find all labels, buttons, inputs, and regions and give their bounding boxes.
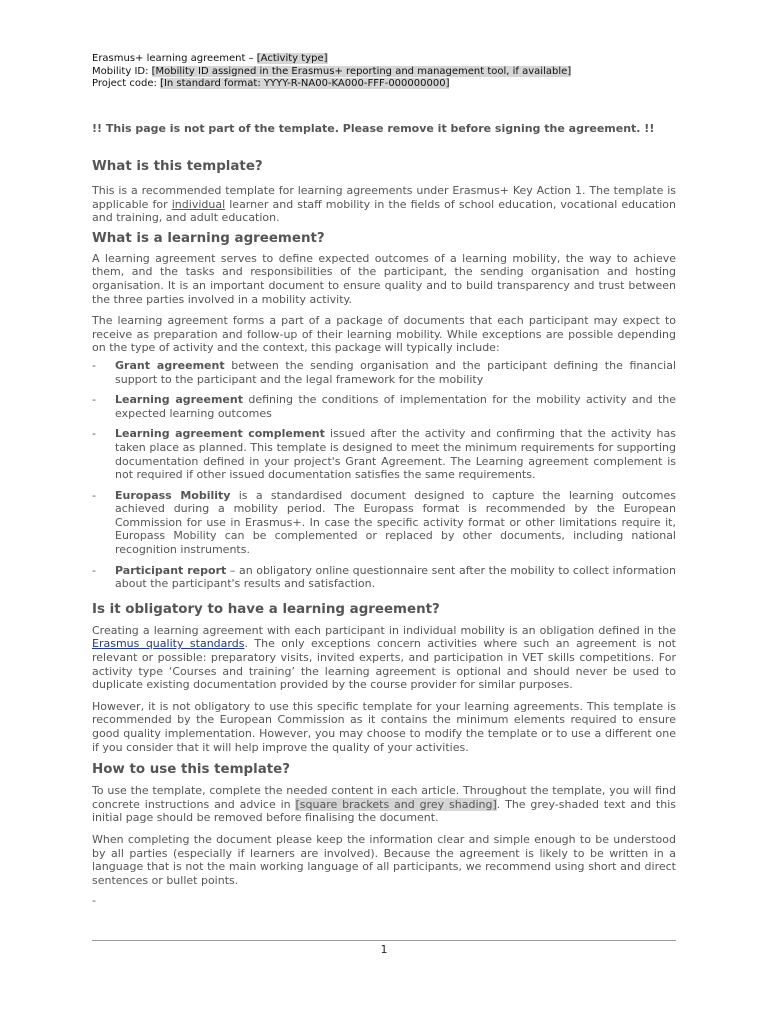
document-body <box>92 120 676 907</box>
obligation-text-part-a: Creating a learning agreement with each participant in individual mobility is an obligation defined in the <box>92 623 676 637</box>
dash-bullet: - <box>92 427 96 441</box>
list-item-text: between the sending organisation and the participant defining the financial support to the participant and the legal framework for the mobility <box>115 358 677 386</box>
header-project-line <box>92 78 571 91</box>
paragraph-la-purpose: A learning agreement serves to define expected outcomes of a learning mobility, the way to achieve them, and the tasks and responsibilities of the participant, the sending organisation and hosting organisation. It is an important document to ensure quality and to build transparency and trust between the three parties involved in a mobility activity. <box>92 251 676 306</box>
list-item <box>92 427 676 481</box>
list-item-text: is a standardised document designed to capture the learning outcomes achieved during a mobility period. The Europass format is recommended by the European Commission for use in Erasmus+. In case the specific activity format or other limitations require it, Europass Mobility can be complemented or replaced by other documents, including national recognition instruments. <box>115 488 676 557</box>
paragraph-template-not-obligatory: However, it is not obligatory to use this specific template for your learning agreements. This template is recommended by the European Commission as it contains the minimum elements required to ensure good quality implementation. However, you may choose to modify the template or to use a different one if you consider that it will help improve the quality of your activities. <box>92 699 676 754</box>
obligation-text-part-b: . The only exceptions concern activities where such an agreement is not relevant or possible: preparatory visits, invited experts, and participation in VET skills competitions. For activity type ‘Courses and training’ the learning agreement is optional and should never be used to duplicate existing documentation provided by the course provider for similar purposes. <box>92 637 676 692</box>
paragraph-la-package: The learning agreement forms a part of a package of documents that each participant may expect to receive as preparation and follow-up of their learning mobility. While exceptions are possible depending on the type of activity and the context, this package will typically include: <box>92 314 676 355</box>
heading-is-it-obligatory: Is it obligatory to have a learning agreement? <box>92 601 440 617</box>
list-item-term: Grant agreement <box>115 358 225 372</box>
list-item-text: defining the conditions of implementation for the mobility activity and the expected learning outcomes <box>115 393 676 420</box>
list-item-text: issued after the activity and confirming that the activity has taken place as planned. This template is designed to meet the minimum requirements for supporting documentation defined in your project's Grant Agreement. The Learning agreement complement is not required if other issued documentation satisfies the same requirements. <box>115 427 676 482</box>
list-item-text: – an obligatory online questionnaire sent after the mobility to collect information about the participant's results and satisfaction. <box>115 563 677 591</box>
paragraph-obligation <box>92 624 676 692</box>
paragraph-template-description <box>92 184 676 225</box>
list-item <box>92 489 676 557</box>
erasmus-quality-standards-link[interactable]: Erasmus quality standards <box>92 637 245 651</box>
howto-text-part-b: . The grey-shaded text and this initial page should be removed before finalising the document. <box>92 797 676 825</box>
paragraph-how-to-use <box>92 784 676 825</box>
removal-warning: !! This page is not part of the template. Please remove it before signing the agreement. !! <box>92 122 655 135</box>
header-title-text: Erasmus+ learning agreement – <box>92 53 257 64</box>
document-package-list <box>92 359 676 591</box>
header-activity-line <box>92 53 571 66</box>
list-item <box>92 393 676 420</box>
empty-bullet: - <box>92 894 96 908</box>
mobility-id-label: Mobility ID: <box>92 65 152 77</box>
list-item-term: Europass Mobility <box>115 488 231 502</box>
dash-bullet: - <box>92 393 96 407</box>
list-item <box>92 359 676 386</box>
heading-what-is-template: What is this template? <box>92 159 263 174</box>
list-item-term: Learning agreement <box>115 393 243 407</box>
dash-bullet: - <box>92 563 96 577</box>
footer-divider <box>92 940 676 941</box>
header-mobility-line <box>92 66 571 79</box>
activity-type-placeholder[interactable]: [Activity type] <box>256 53 328 64</box>
grey-shading-example: [square brackets and grey shading] <box>295 797 497 811</box>
heading-how-to-use: How to use this template? <box>92 762 291 778</box>
project-code-placeholder[interactable]: [In standard format: YYYY-R-NA00-KA000-FFF-000000000] <box>160 78 450 89</box>
template-text-part-b: learner and staff mobility in the fields of school education, vocational education and training, and adult education. <box>92 197 677 225</box>
template-text-part-a: This is a recommended template for learning agreements under Erasmus+ Key Action 1. The template is applicable for <box>92 184 676 211</box>
project-code-label: Project code: <box>92 78 161 89</box>
list-item-term: Participant report <box>115 563 227 577</box>
list-item <box>92 564 676 591</box>
paragraph-keep-it-simple: When completing the document please keep the information clear and simple enough to be understood by all parties (especially if learners are involved). Because the agreement is likely to be written in a language that is not the main working language of all participants, we recommend using short and direct sentences or bullet points. <box>92 832 676 887</box>
page-number: 1 <box>380 943 388 956</box>
heading-what-is-learning-agreement: What is a learning agreement? <box>92 230 325 246</box>
mobility-id-placeholder[interactable]: [Mobility ID assigned in the Erasmus+ reporting and management tool, if available] <box>151 65 572 77</box>
dash-bullet: - <box>92 488 96 502</box>
dash-bullet: - <box>92 358 96 372</box>
howto-text-part-a: To use the template, complete the needed content in each article. Throughout the template, you will find concrete instructions and advice in <box>92 784 676 811</box>
document-header <box>92 53 571 91</box>
list-item-term: Learning agreement complement <box>115 427 325 441</box>
underlined-individual: individual <box>171 197 226 211</box>
